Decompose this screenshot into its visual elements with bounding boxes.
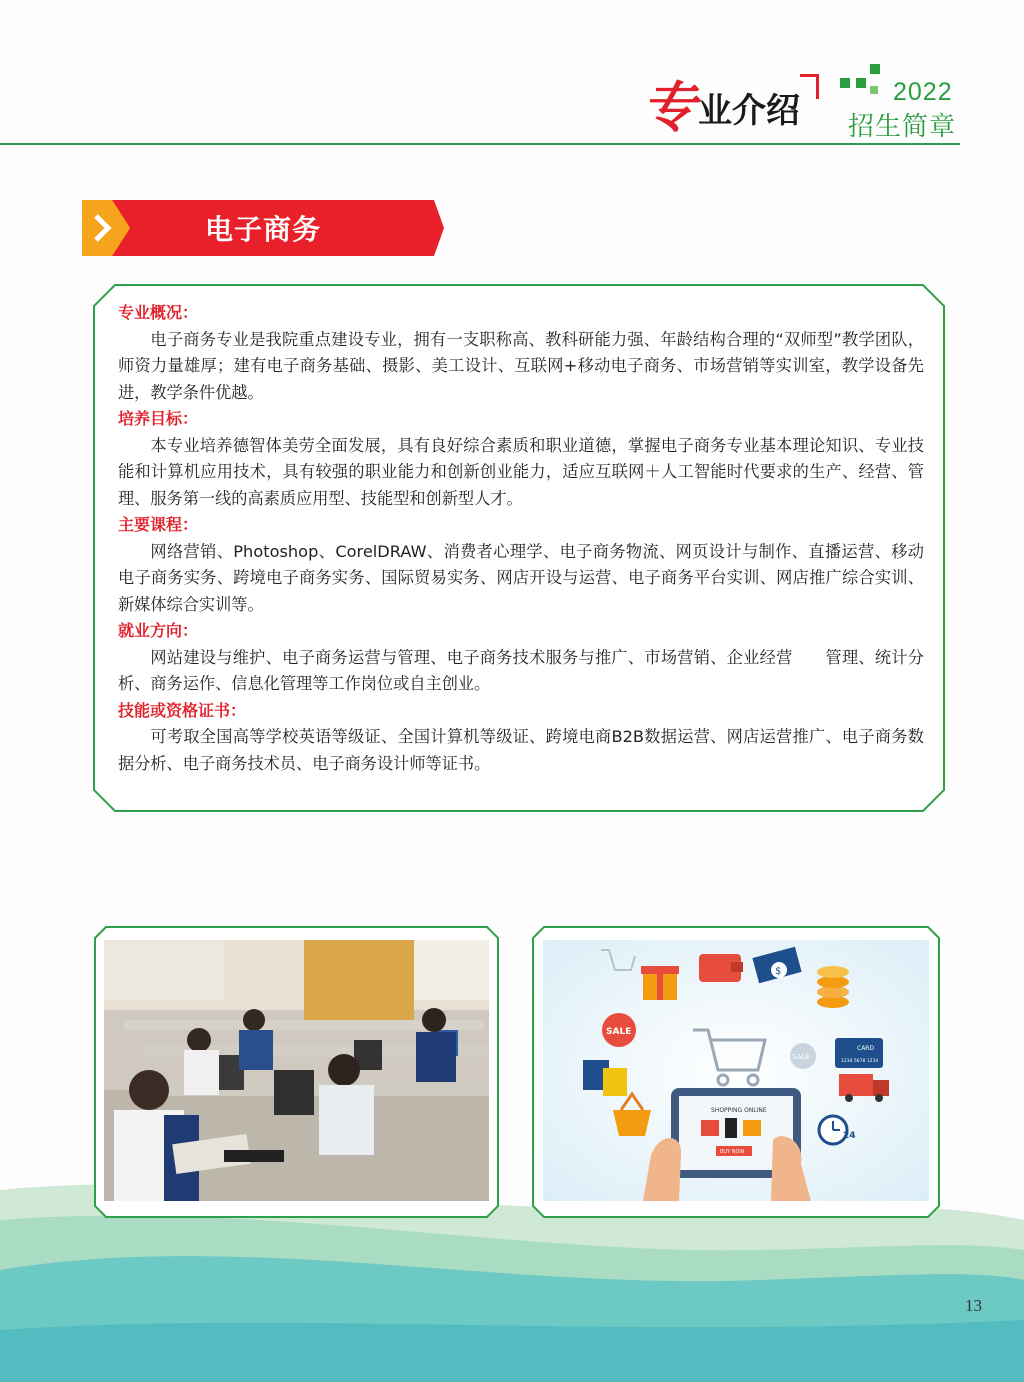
section-paragraph: 可考取全国高等学校英语等级证、全国计算机等级证、跨境电商B2B数据运营、网店运营推广、电子商务数据分析、电子商务技术员、电子商务设计师等证书。 <box>118 727 924 773</box>
gift-icon <box>641 966 679 1000</box>
wallet-icon <box>699 954 743 982</box>
section-careers <box>118 618 924 698</box>
section-heading: 主要课程： <box>118 515 199 534</box>
sale-tag-icon <box>602 1013 636 1047</box>
header-title-rest: 业介绍 <box>698 91 800 131</box>
card-label: CARD <box>857 1045 875 1052</box>
screen-title: SHOPPING ONLINE <box>711 1107 767 1114</box>
section-paragraph: 电子商务专业是我院重点建设专业，拥有一支职称高、教科研能力强、年龄结构合理的“双师型”教学团队，师资力量雄厚；建有电子商务基础、摄影、美工设计、互联网+移动电子商务、市场营销等实训室，教学设备先进，教学条件优越。 <box>118 329 924 402</box>
content-text <box>118 300 924 777</box>
section-heading: 技能或资格证书： <box>118 700 247 720</box>
section-heading: 就业方向： <box>118 621 199 640</box>
sale-tag-text: SALE <box>606 1027 632 1037</box>
header-divider <box>0 143 960 145</box>
section-courses <box>118 512 924 618</box>
section-heading: 专业概况： <box>118 303 199 322</box>
header-title <box>642 64 800 139</box>
section-paragraph: 本专业培养德智体美劳全面发展，具有良好综合素质和职业道德，掌握电子商务专业基本理论知识、专业技能和计算机应用技术，具有较强的职业能力和创新创业能力，适应互联网＋人工智能时代要求的生产、经营、管理、服务第一线的高素质应用型、技能型和创新型人才。 <box>118 435 924 508</box>
card-digits: 1234 5678 1234 <box>841 1059 879 1064</box>
sale-badge-text: SALE <box>792 1053 810 1061</box>
section-certificates <box>118 698 924 778</box>
header-bracket-decoration <box>800 74 819 99</box>
header-year: 2022 <box>893 78 953 106</box>
header-title-first-char: 专 <box>642 75 696 139</box>
buy-now-label: BUY NOW <box>720 1149 745 1155</box>
section-paragraph: 网站建设与维护、电子商务运营与管理、电子商务技术服务与推广、市场营销、企业经营 管理、统计分析、商务运作、信息化管理等工作岗位或自主创业。 <box>118 647 924 693</box>
section-paragraph: 网络营销、Photoshop、CorelDRAW、消费者心理学、电子商务物流、网页设计与制作、直播运营、移动电子商务实务、跨境电子商务实务、国际贸易实务、网店开设与运营、电子商务平台实训、网店推广综合实训、新媒体综合实训等。 <box>118 541 924 614</box>
svg-text:$: $ <box>775 966 782 977</box>
header-subtitle: 招生简章 <box>848 112 957 142</box>
page-number: 13 <box>965 1296 982 1315</box>
clock-label: 24 <box>843 1131 856 1141</box>
header-squares-logo <box>840 62 890 96</box>
classroom-photo <box>104 940 489 1201</box>
section-title: 电子商务 <box>205 213 322 246</box>
credit-card-icon <box>835 1038 883 1068</box>
section-overview <box>118 300 924 406</box>
section-goals <box>118 406 924 512</box>
section-heading: 培养目标： <box>118 409 199 428</box>
ecommerce-illustration <box>543 940 929 1201</box>
sale-badge-icon <box>790 1043 816 1069</box>
